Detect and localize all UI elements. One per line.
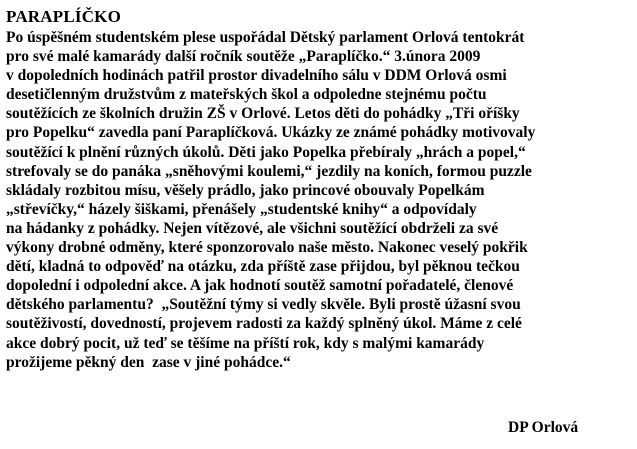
body-line: Po úspěšném studentském plese uspořádal Dětský parlament Orlová tentokrát xyxy=(6,29,525,46)
body-line: dětského parlamentu? „Soutěžní týmy si vedly skvěle. Byli prostě úžasní svou xyxy=(6,296,521,314)
body-line: skládaly rozbitou mísu, věšely prádlo, jako princové obouvaly Popelkám xyxy=(6,181,485,199)
article-title: PARAPLÍČKO xyxy=(6,7,122,26)
article-body xyxy=(6,28,632,372)
body-line: pro Popelku“ zavedla paní Paraplíčková. Ukázky ze známé pohádky motivovaly xyxy=(6,124,536,142)
body-line: strefovaly se do panáka „sněhovými koulemi,“ jezdily na koních, formou puzzle xyxy=(6,162,532,180)
body-line: dopolední i odpolední akce. A jak hodnotí soutěž samotní pořadatelé, členové xyxy=(6,277,514,295)
body-line: soutěživostí, dovedností, projevem radosti za každý splněný úkol. Máme z celé xyxy=(6,315,522,333)
body-line: pro své malé kamarády další ročník soutěže „Paraplíčko.“ 3.února 2009 xyxy=(6,48,481,66)
body-line: dětí, kladná to odpověď na otázku, zda příště zase přijdou, byl pěknou tečkou xyxy=(6,258,520,276)
body-line: desetičlenným družstvům z mateřských škol a odpoledne stejnému počtu xyxy=(6,86,487,104)
body-line: výkony drobné odměny, které sponzorovalo naše město. Nakonec veselý pokřik xyxy=(6,239,528,257)
article-signature: DP Orlová xyxy=(508,419,579,436)
body-line: v dopoledních hodinách patřil prostor divadelního sálu v DDM Orlová osmi xyxy=(6,67,507,85)
body-line: akce dobrý pocit, už teď se těšíme na příští rok, kdy s malými kamarády xyxy=(6,334,485,352)
body-line: na hádanky z pohádky. Nejen vítězové, ale všichni soutěžící obdrželi za své xyxy=(6,219,499,237)
body-line: prožijeme pěkný den zase v jiné pohádce.“ xyxy=(6,353,291,371)
article xyxy=(6,6,632,372)
body-line: soutěžící k plnění různých úkolů. Děti jako Popelka přebíraly „hrách a popel,“ xyxy=(6,143,526,161)
body-line: soutěžících ze školních družin ZŠ v Orlové. Letos děti do pohádky „Tři oříšky xyxy=(6,105,520,123)
body-line: „střevíčky,“ házely šiškami, přenášely „studentské knihy“ a odpovídaly xyxy=(6,200,477,218)
